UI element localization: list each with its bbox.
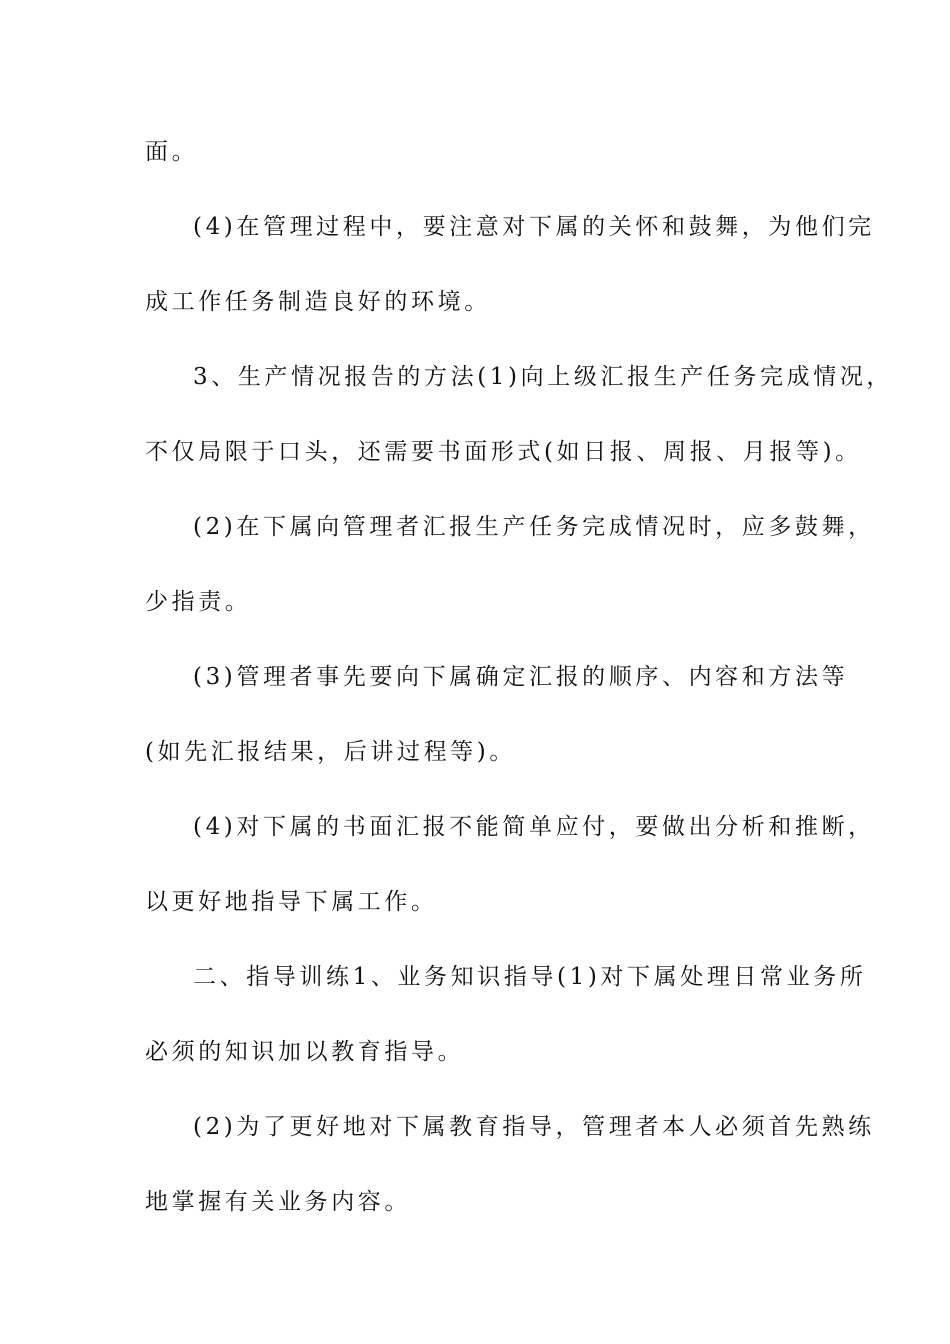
text-line-15: 地掌握有关业务内容。 xyxy=(145,1189,411,1215)
text-line-1: 面。 xyxy=(145,139,199,165)
text-line-9: (如先汇报结果，后讲过程等)。 xyxy=(145,739,516,765)
text-line-5: 不仅局限于口头，还需要书面形式(如日报、周报、月报等)。 xyxy=(145,439,862,465)
text-line-12: 二、指导训练1、业务知识指导(1)对下属处理日常业务所 xyxy=(193,964,867,990)
text-line-4: 3、生产情况报告的方法(1)向上级汇报生产任务完成情况， xyxy=(193,364,894,390)
text-line-2: (4)在管理过程中，要注意对下属的关怀和鼓舞，为他们完 xyxy=(193,214,875,240)
text-line-6: (2)在下属向管理者汇报生产任务完成情况时，应多鼓舞， xyxy=(193,514,875,540)
text-line-14: (2)为了更好地对下属教育指导，管理者本人必须首先熟练 xyxy=(193,1114,875,1140)
text-line-3: 成工作任务制造良好的环境。 xyxy=(145,289,491,315)
text-line-10: (4)对下属的书面汇报不能简单应付，要做出分析和推断， xyxy=(193,814,875,840)
text-line-7: 少指责。 xyxy=(145,589,252,615)
text-line-8: (3)管理者事先要向下属确定汇报的顺序、内容和方法等 xyxy=(193,664,849,690)
text-line-11: 以更好地指导下属工作。 xyxy=(145,889,438,915)
text-line-13: 必须的知识加以教育指导。 xyxy=(145,1039,465,1065)
